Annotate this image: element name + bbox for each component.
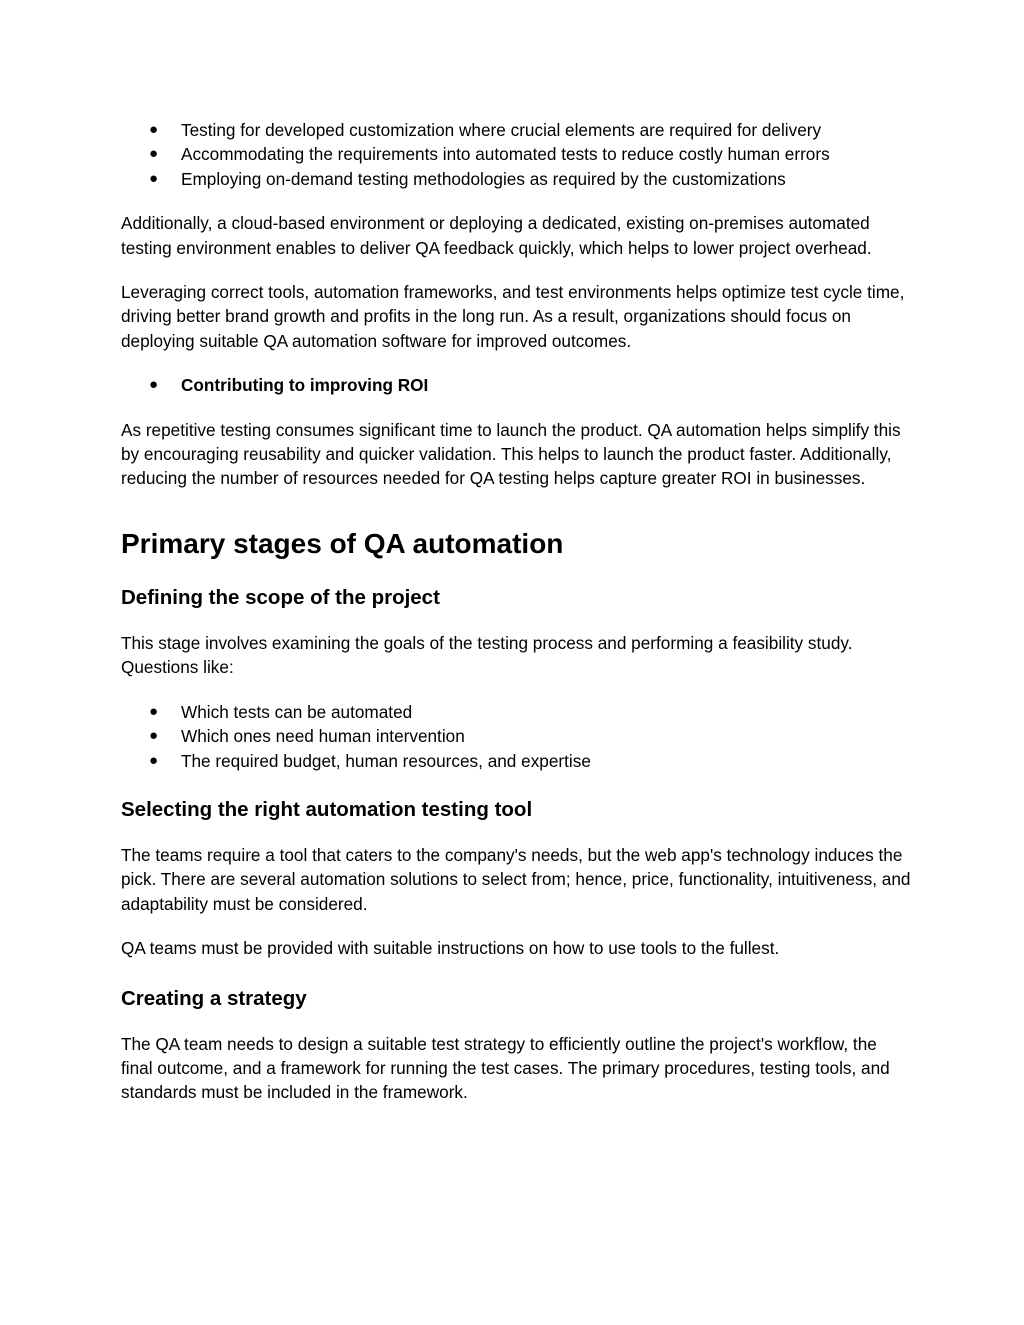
- roi-bullet-list: [121, 373, 911, 397]
- document-page: [121, 118, 911, 1105]
- list-item-text: Testing for developed customization where crucial elements are required for delivery: [181, 120, 822, 140]
- tools-paragraph: Leveraging correct tools, automation frameworks, and test environments helps optimize test cycle time, driving better brand growth and profits in the long run. As a result, organizations should focus on deploying suitable QA automation software for improved outcomes.: [121, 282, 905, 351]
- list-item: [121, 142, 911, 166]
- list-item-text: The required budget, human resources, and expertise: [181, 750, 591, 771]
- bullet-icon: ●: [149, 121, 159, 138]
- list-item-text: Accommodating the requirements into automated tests to reduce costly human errors: [181, 144, 830, 165]
- customization-bullet-list: [121, 118, 911, 191]
- subsection-heading: Selecting the right automation testing tool: [121, 797, 533, 821]
- list-item: [121, 724, 911, 748]
- tool-paragraph: The teams require a tool that caters to the company's needs, but the web app's technology induces the pick. There are several automation solutions to select from; hence, price, functionality, intuitiveness, and adaptability must be considered.: [121, 844, 911, 914]
- scope-paragraph: This stage involves examining the goals of the testing process and performing a feasibility study. Questions like:: [121, 632, 853, 678]
- bullet-icon: ●: [149, 169, 159, 187]
- list-item: [121, 167, 911, 191]
- subsection-heading: Creating a strategy: [121, 986, 307, 1010]
- subsection-heading: Defining the scope of the project: [121, 585, 440, 609]
- strategy-paragraph: The QA team needs to design a suitable test strategy to efficiently outline the project's workflow, the final outcome, and a framework for running the test cases. The primary procedures, testing tools, and standards must be included in the framework.: [121, 1033, 890, 1103]
- bullet-icon: ●: [149, 727, 159, 745]
- bullet-icon: ●: [149, 376, 159, 394]
- section-heading: Primary stages of QA automation: [121, 527, 564, 559]
- cloud-environment-paragraph: Additionally, a cloud-based environment or deploying a dedicated, existing on-premises automated testing environment enables to deliver QA feedback quickly, which helps to lower project overhead.: [121, 213, 872, 258]
- list-item-text: Which ones need human intervention: [181, 726, 465, 747]
- list-item-text: Employing on-demand testing methodologies as required by the customizations: [181, 168, 786, 189]
- bullet-icon: ●: [149, 145, 159, 163]
- list-item-text: Which tests can be automated: [181, 701, 413, 722]
- bullet-icon: ●: [149, 702, 159, 720]
- list-item: [121, 749, 911, 773]
- bullet-icon: ●: [149, 751, 159, 769]
- list-item-text: Contributing to improving ROI: [181, 375, 429, 396]
- list-item: [121, 373, 911, 397]
- list-item: [121, 700, 911, 724]
- tool-instructions-paragraph: QA teams must be provided with suitable instructions on how to use tools to the fullest.: [121, 938, 780, 959]
- list-item: [121, 118, 911, 142]
- roi-paragraph: As repetitive testing consumes significant time to launch the product. QA automation helps simplify this by encouraging reusability and quicker validation. This helps to launch the product faster. Additionally, reducing the number of resources needed for QA testing helps capture greater ROI in businesses.: [121, 419, 901, 489]
- scope-bullet-list: [121, 700, 911, 773]
